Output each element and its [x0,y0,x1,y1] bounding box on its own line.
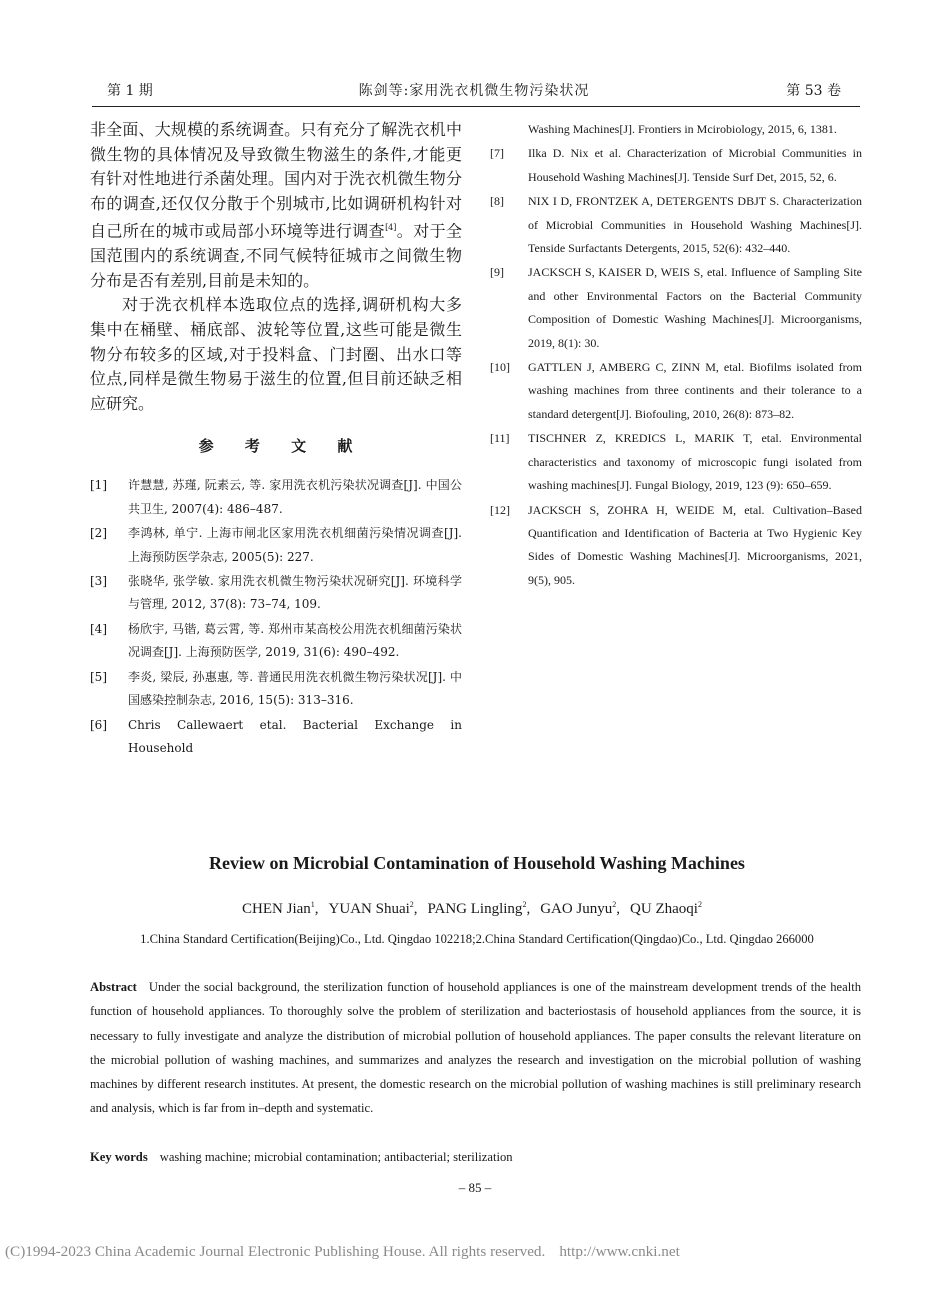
english-abstract [90,975,861,1121]
reference-number: [4] [90,621,107,636]
keywords-text: washing machine; microbial contamination; antibacterial; sterilization [159,1150,513,1164]
reference-item [490,190,862,260]
author-separator: , [413,901,418,917]
english-authors [90,900,864,918]
reference-text: GATTLEN J, AMBERG C, ZINN M, etal. Biofilms isolated from washing machines from three continents and their tolerance to a standard detergent[J]. Biofouling, 2010, 26(8): 873–82. [528,360,862,421]
author-affiliation-marker: 2 [697,900,702,909]
reference-text: Chris Callewaert etal. Bacterial Exchange in Household [128,717,462,755]
keywords-label: Key words [90,1150,148,1164]
reference-number: [5] [90,669,107,684]
reference-number: [7] [490,146,504,161]
reference-item [90,666,462,713]
reference-item [90,618,462,665]
references-list-left [90,474,462,760]
reference-text: TISCHNER Z, KREDICS L, MARIK T, etal. Environmental characteristics and taxonomy of microscopic fungi isolated from washing machines[J]. Fungal Biology, 2019, 123 (9): 650–659. [528,431,862,493]
author-separator: , [526,901,531,917]
running-header [107,80,841,102]
reference-item [490,142,862,189]
reference-number: [11] [490,431,510,446]
citation-marker: [4] [385,223,397,233]
running-title: 陈剑等:家用洗衣机微生物污染状况 [358,83,590,99]
reference-continuation: Washing Machines[J]. Frontiers in Mcirobiology, 2015, 6, 1381. [528,122,837,136]
reference-text: 杨欣宇, 马锴, 葛云霄, 等. 郑州市某高校公用洗衣机细菌污染状况调查[J]. 上海预防医学, 2019, 31(6): 490–492. [128,621,462,660]
references-list-right [490,142,862,592]
reference-text: Ilka D. Nix et al. Characterization of Microbial Communities in Household Washing Machines[J]. Tenside Surf Det, 2015, 52, 6. [528,146,862,184]
author-affiliation-marker: 2 [409,900,414,909]
author-affiliation-marker: 2 [522,900,527,909]
reference-item [490,356,862,426]
reference-text: 李炎, 梁辰, 孙惠惠, 等. 普通民用洗衣机微生物污染状况[J]. 中国感染控制杂志, 2016, 15(5): 313–316. [128,669,462,708]
reference-number: [6] [90,717,107,732]
abstract-text: Under the social background, the sterilization function of household appliances is one of the mainstream development trends of the health function of household appliances. To thoroughly solve the problem of sterilization and bacteriostasis of household appliances from the source, it is necessary to fully investigate and analyze the distribution of microbial pollution of household appliances. The paper consults the relevant literature on the microbial pollution of washing machines, and summarizes and analyzes the research and investigation on the microbial pollution of washing machines by different research institutes. At present, the domestic research on the microbial pollution of washing machines is still preliminary research and analysis, which is far from in–depth and systematic. [90,980,861,1116]
author-name: YUAN Shuai [328,901,410,917]
reference-number: [2] [90,526,107,541]
author-name: PANG Lingling [427,901,523,917]
reference-item [90,570,462,617]
volume-number: 第 53 卷 [786,83,841,99]
reference-number: [8] [490,194,504,209]
reference-number: [9] [490,265,504,280]
footer-url: http://www.cnki.net [559,1243,680,1260]
author-affiliation-marker: 2 [612,900,617,909]
reference-number: [1] [90,478,107,493]
author-name: CHEN Jian [242,901,311,917]
reference-item [90,714,462,761]
english-affiliations: 1.China Standard Certification(Beijing)Co., Ltd. Qingdao 102218;2.China Standard Certification(Qingdao)Co., Ltd. Qingdao 266000 [140,932,814,946]
reference-number: [12] [490,502,510,517]
left-column [90,118,462,761]
reference-text: JACKSCH S, KAISER D, WEIS S, etal. Influence of Sampling Site and other Environmental Factors on the Bacterial Community Composition of Domestic Washing Machines[J]. Microorganisms, 2019, 8(1): 30. [528,265,862,350]
body-paragraph-2: 对于洗衣机样本选取位点的选择,调研机构大多集中在桶壁、桶底部、波轮等位置,这些可能是微生物分布较多的区域,对于投料盒、门封圈、出水口等位点,同样是微生物易于滋生的位置,但目前还缺乏相应研究。 [90,295,462,413]
header-rule [92,106,860,107]
reference-item [490,427,862,497]
copyright-text: (C)1994-2023 China Academic Journal Electronic Publishing House. All rights reserved. [5,1243,546,1260]
author-separator: , [616,901,621,917]
reference-item [490,261,862,355]
author-separator: , [314,901,319,917]
english-keywords [90,1150,861,1165]
issue-number: 第 1 期 [107,83,153,99]
body-paragraph-1: 非全面、大规模的系统调查。只有充分了解洗衣机中微生物的具体情况及导致微生物滋生的条件,才能更有针对性地进行杀菌处理。国内对于洗衣机微生物分布的调查,还仅仅分散于个别城市,比如调研机构针对自己所在的城市或局部小环境等进行调查[4]。对于全国范围内的系统调查,不同气候特征城市之间微生物分布是否有差别,目前是未知的。 [90,120,462,290]
reference-text: 张晓华, 张学敏. 家用洗衣机微生物污染状况研究[J]. 环境科学与管理, 2012, 37(8): 73–74, 109. [128,574,462,612]
abstract-label: Abstract [90,980,137,994]
reference-number: [3] [90,574,107,589]
page-number: – 85 – [458,1180,492,1195]
right-column [490,118,862,593]
reference-text: JACKSCH S, ZOHRA H, WEIDE M, etal. Cultivation–Based Quantification and Identification of Bacteria at Two Hygienic Key Sides of Domestic Washing Machines[J]. Microorganisms, 2021, 9(5), 905. [528,502,862,587]
author-affiliation-marker: 1 [310,900,315,909]
english-title: Review on Microbial Contamination of Household Washing Machines [209,853,745,873]
copyright-footer [5,1243,950,1261]
reference-item [90,522,462,569]
reference-text: 许慧慧, 苏瑾, 阮素云, 等. 家用洗衣机污染状况调查[J]. 中国公共卫生, 2007(4): 486–487. [128,478,462,516]
reference-item [90,474,462,521]
reference-number: [10] [490,360,510,375]
author-name: GAO Junyu [540,901,613,917]
reference-text: 李鸿林, 单宁. 上海市闸北区家用洗衣机细菌污染情况调查[J]. 上海预防医学杂志, 2005(5): 227. [128,526,462,564]
reference-text: NIX I D, FRONTZEK A, DETERGENTS DBJT S. Characterization of Microbial Communities in Household Washing Machines[J]. Tenside Surfactants Detergents, 2015, 52(6): 432–440. [528,194,862,256]
reference-item [490,499,862,593]
references-heading: 参 考 文 献 [198,437,366,456]
author-name: QU Zhaoqi [630,901,698,917]
